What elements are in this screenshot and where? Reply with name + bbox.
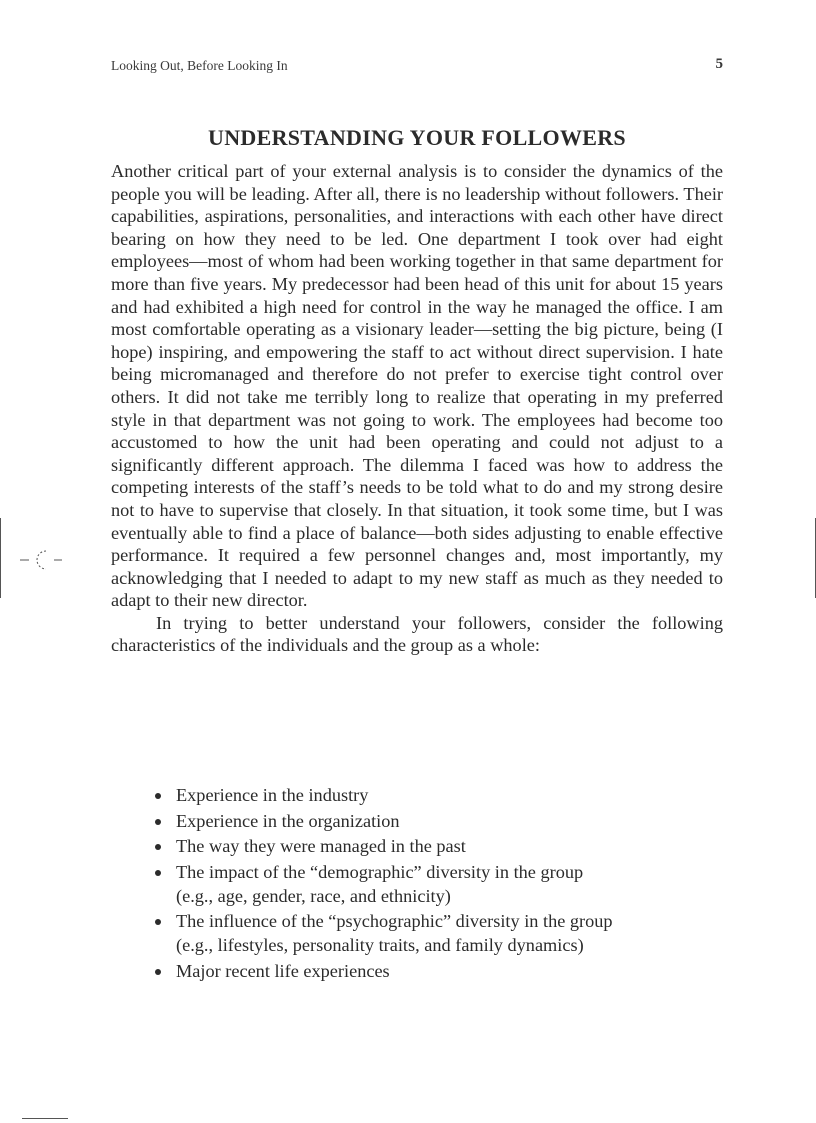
- list-item-text: The influence of the “psychographic” diversity in the group: [176, 911, 613, 932]
- list-item-text: The way they were managed in the past: [176, 836, 466, 856]
- bullet-icon: [155, 793, 161, 799]
- bullet-icon: [155, 870, 161, 876]
- characteristics-list: [152, 783, 723, 984]
- bullet-icon: [155, 844, 161, 850]
- list-item-continuation: (e.g., lifestyles, personality traits, and family dynamics): [176, 935, 584, 956]
- list-item-text: Experience in the organization: [176, 810, 400, 831]
- bullet-icon: [155, 969, 161, 975]
- list-item: [152, 783, 723, 807]
- section-heading: UNDERSTANDING YOUR FOLLOWERS: [208, 125, 626, 150]
- running-head-title: Looking Out, Before Looking In: [111, 58, 288, 73]
- page-number: 5: [715, 56, 723, 72]
- running-head: [111, 58, 723, 78]
- paragraph-2: In trying to better understand your followers, consider the following characteristics of the individuals and the group as a whole:: [111, 612, 723, 656]
- crop-registration-icon: [20, 548, 68, 572]
- crop-mark-left: [0, 518, 1, 598]
- list-item-text: The impact of the “demographic” diversity in the group: [176, 861, 584, 882]
- list-item-text: Major recent life experiences: [176, 960, 390, 981]
- list-item: [152, 860, 723, 908]
- list-item: [152, 809, 723, 833]
- body-text: [111, 160, 723, 657]
- list-item: [152, 834, 723, 858]
- list-item: [152, 959, 723, 983]
- paragraph-1: Another critical part of your external analysis is to consider the dynamics of the people you will be leading. After all, there is no leadership without followers. Their capabilities, aspirations, personalities, and interactions with each other have direct bearing on how they need to be led. One department I took over had eight employees—most of whom had been working together in that same department for more than five years. My predecessor had been head of this unit for about 15 years and had exhibited a high need for control in the way he managed the office. I am most comfortable operating as a visionary leader—setting the big picture, being (I hope) inspiring, and empowering the staff to act without direct supervision. I hate being micromanaged and therefore do not prefer to exercise tight control over others. It did not take me terribly long to realize that operating in my preferred style in that department was not going to work. The employees had become too accustomed to how the unit had been operating and could not adjust to a significantly different approach. The dilemma I faced was how to address the competing interests of the staff’s needs to be told what to do and my strong desire not to have to supervise that closely. In that situation, it took some time, but I was eventually able to find a place of balance—both sides adjusting to enable effective performance. It required a few personnel changes and, most importantly, my acknowledging that I needed to adapt to my new staff as much as they needed to adapt to their new director.: [111, 161, 723, 611]
- list-item-text: Experience in the industry: [176, 785, 369, 805]
- crop-mark-bottom: [22, 1118, 68, 1119]
- bullet-icon: [155, 919, 161, 925]
- list-item-continuation: (e.g., age, gender, race, and ethnicity): [176, 885, 451, 906]
- list-item: [152, 909, 723, 957]
- bullet-icon: [155, 819, 161, 825]
